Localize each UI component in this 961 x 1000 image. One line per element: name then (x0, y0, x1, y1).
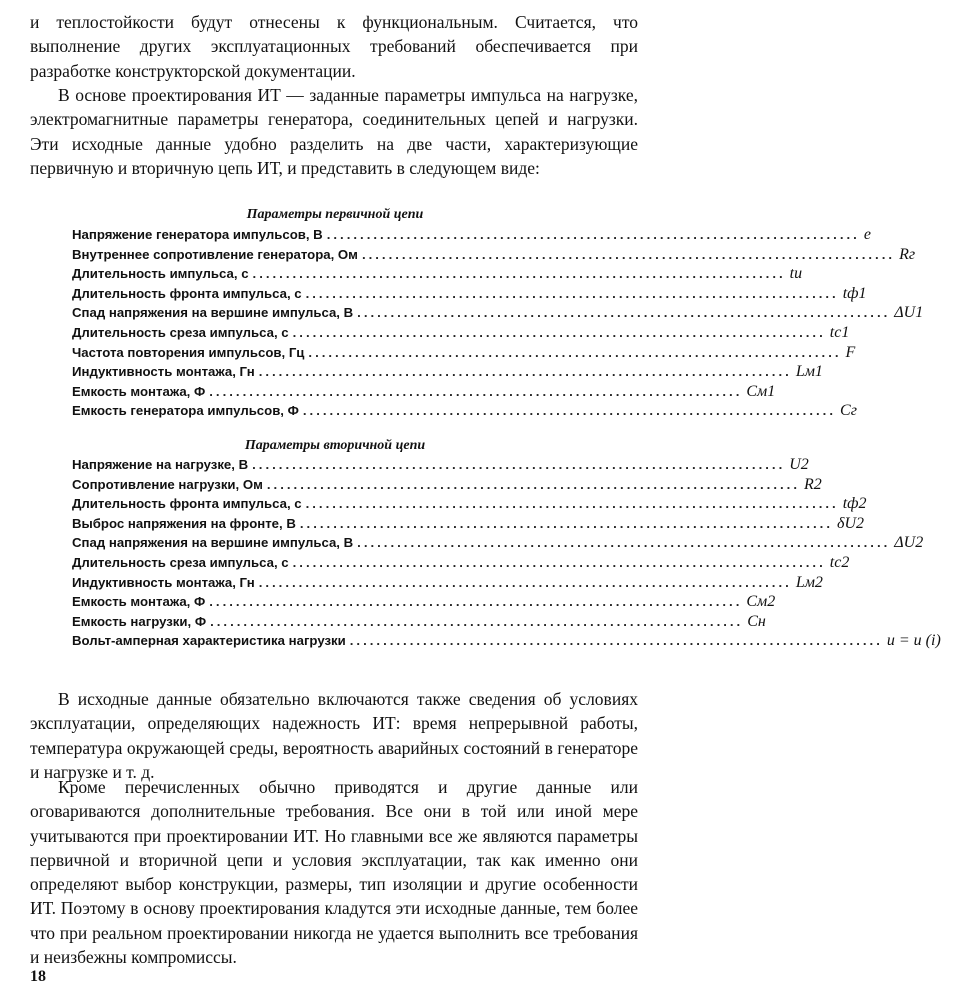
parameter-label: Длительность фронта импульса, с (72, 285, 302, 301)
list-item (72, 456, 809, 476)
leader-dots: ................................................................................ (209, 594, 743, 610)
list-item (72, 245, 916, 266)
secondary-parameter-list (72, 456, 941, 652)
list-item (72, 304, 924, 324)
parameter-label: Длительность импульса, с (72, 266, 249, 282)
parameter-label: Длительность среза импульса, с (72, 324, 289, 340)
parameter-symbol: u = u (i) (886, 632, 941, 650)
paragraph-1: и теплостойкости будут отнесены к функциональным. Считается, что выполнение других эксплуатационных требований обеспечивается при разработке конструкторской документации. (30, 12, 638, 81)
leader-dots: ................................................................................ (361, 246, 896, 262)
list-item (72, 573, 823, 594)
leader-dots: ................................................................................ (357, 535, 891, 551)
parameter-symbol: tф2 (842, 495, 867, 513)
parameter-label: Емкость монтажа, Ф (72, 383, 206, 399)
parameter-symbol: tи (789, 265, 803, 283)
leader-dots: ................................................................................ (292, 324, 826, 340)
primary-parameter-list (72, 226, 924, 422)
parameter-label: Индуктивность монтажа, Гн (72, 574, 255, 590)
parameter-symbol: F (845, 343, 856, 361)
list-item (72, 382, 776, 403)
leader-dots: ................................................................................ (299, 515, 833, 531)
paragraph-4: Кроме перечисленных обычно приводятся и другие данные или оговариваются дополнительные требования. Все они в той или иной мере учитываются при проектировании ИТ. Но главными все же являются параметры первичной и вторичной цепи и условия эксплуатации, так как именно они определяют выбор конструкции, размеры, тип изоляции и другие особенности ИТ. Поэтому в основу проектирования кладутся эти исходные данные, тем более что при реальном проектировании никогда не удается выполнить все требования и неизбежны компромиссы. (30, 777, 638, 968)
paragraph-2: В основе проектирования ИТ — заданные параметры импульса на нагрузке, электромагнитные параметры генератора, соединительных цепей и нагрузки. Эти исходные данные удобно разделить на две части, характеризующие первичную и вторичную цепь ИТ, и представить в следующем виде: (30, 85, 638, 178)
parameter-label: Индуктивность монтажа, Гн (72, 364, 255, 380)
parameter-symbol: Rг (899, 245, 916, 263)
parameter-symbol: U2 (789, 456, 809, 473)
parameter-label: Емкость монтажа, Ф (72, 594, 206, 610)
parameter-label: Емкость генератора импульсов, Ф (72, 403, 299, 419)
parameter-label: Длительность среза импульса, с (72, 554, 289, 570)
parameter-symbol: tс1 (829, 323, 850, 341)
list-item (72, 475, 822, 496)
parameter-symbol: Lм2 (795, 573, 823, 591)
list-item (72, 593, 776, 613)
leader-dots: ................................................................................ (326, 227, 860, 242)
leader-dots: ................................................................................ (292, 554, 826, 570)
leader-dots: ................................................................................ (258, 364, 792, 380)
leader-dots: ................................................................................ (305, 496, 839, 512)
leader-dots: ................................................................................ (210, 613, 744, 629)
leader-dots: ................................................................................ (252, 457, 786, 472)
list-item (72, 514, 864, 535)
parameter-symbol: Lм1 (795, 363, 823, 381)
parameter-symbol: Cм1 (746, 382, 776, 400)
parameter-label: Напряжение генератора импульсов, В (72, 227, 323, 242)
parameter-label: Длительность фронта импульса, с (72, 496, 302, 512)
parameter-label: Внутреннее сопротивление генератора, Ом (72, 246, 358, 262)
parameter-symbol: tф1 (842, 284, 867, 302)
parameter-label: Емкость нагрузки, Ф (72, 613, 207, 629)
parameter-label: Выброс напряжения на фронте, В (72, 515, 296, 531)
parameter-symbol: Cн (747, 612, 766, 630)
leader-dots: ................................................................................ (302, 403, 837, 419)
parameter-symbol: δU2 (837, 514, 864, 532)
parameter-symbol: ΔU2 (894, 534, 924, 552)
parameter-symbol: R2 (804, 475, 822, 493)
parameter-label: Частота повторения импульсов, Гц (72, 344, 305, 360)
secondary-section-title: Параметры вторичной цепи (244, 438, 426, 453)
leader-dots: ................................................................................ (209, 383, 743, 399)
leader-dots: ................................................................................ (252, 266, 786, 282)
parameter-symbol: Cг (840, 402, 857, 420)
list-item (72, 284, 867, 305)
list-item (72, 534, 924, 554)
list-item (72, 265, 803, 285)
parameter-label: Вольт-амперная характеристика нагрузки (72, 633, 346, 649)
parameter-label: Напряжение на нагрузке, В (72, 457, 249, 472)
parameter-symbol: Cм2 (746, 593, 776, 611)
page-number: 18 (30, 968, 46, 985)
parameter-symbol: e (863, 226, 871, 243)
parameter-label: Спад напряжения на вершине импульса, В (72, 305, 354, 321)
list-item (72, 363, 823, 383)
list-item (72, 226, 871, 246)
parameter-label: Сопротивление нагрузки, Ом (72, 476, 263, 492)
leader-dots: ................................................................................ (305, 285, 839, 301)
list-item (72, 553, 850, 574)
leader-dots: ................................................................................ (266, 476, 800, 492)
primary-section-title: Параметры первичной цепи (246, 207, 424, 222)
leader-dots: ................................................................................ (349, 633, 883, 649)
list-item (72, 632, 941, 652)
parameter-symbol: ΔU1 (894, 304, 924, 322)
parameter-symbol: tс2 (829, 553, 850, 571)
paragraph-3: В исходные данные обязательно включаются также сведения об условиях эксплуатации, определяющих надежность ИТ: время непрерывной работы, температура окружающей среды, вероятность аварийных состояний в генераторе и нагрузке и т. д. (30, 689, 638, 782)
list-item (72, 612, 766, 633)
list-item (72, 343, 856, 364)
parameter-label: Спад напряжения на вершине импульса, В (72, 535, 354, 551)
leader-dots: ................................................................................ (357, 305, 891, 321)
list-item (72, 402, 857, 422)
list-item (72, 495, 867, 515)
leader-dots: ................................................................................ (258, 574, 792, 590)
list-item (72, 323, 850, 344)
leader-dots: ................................................................................ (308, 344, 842, 360)
